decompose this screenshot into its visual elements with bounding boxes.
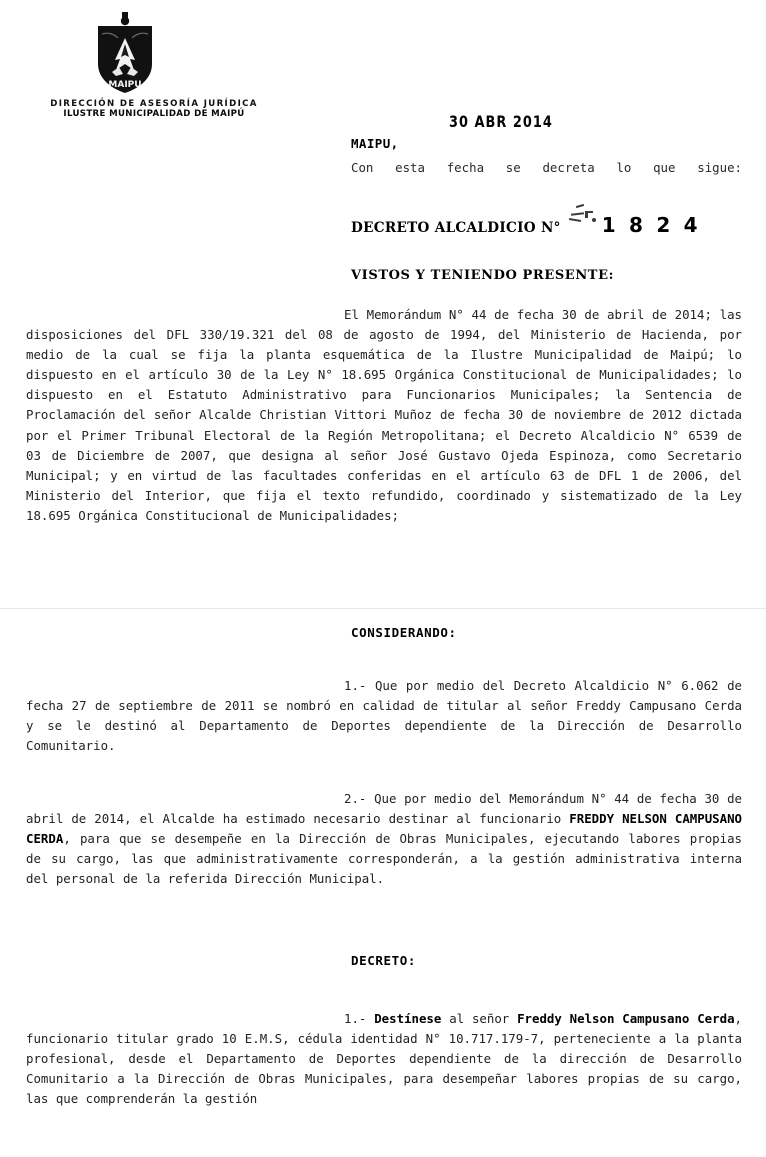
- considerando-item-1: [26, 676, 742, 756]
- crest-motto-text: MAIPU: [108, 80, 142, 90]
- municipality-name: ILUSTRE MUNICIPALIDAD DE MAIPÚ: [63, 109, 245, 120]
- section-divider: [0, 608, 766, 609]
- decreto-item-1-number: 1.-: [344, 1011, 375, 1026]
- section-heading-considerando: CONSIDERANDO:: [351, 625, 457, 640]
- date-stamp: 30 ABR 2014: [449, 112, 553, 132]
- considerando-item-1-text: 1.- Que por medio del Decreto Alcaldicio N° 6.062 de fecha 27 de septiembre de 2011 se nombró en calidad de titular al señor Freddy Campusano Cerda y se le destinó al Departamento de Deportes dependiente de la Dirección de Desarrollo Comunitario.: [26, 678, 742, 754]
- intro-text: Con esta fecha se decreta lo que sigue:: [351, 160, 742, 175]
- maipu-coat-of-arms-icon: [92, 12, 158, 98]
- intro-text-block: [351, 158, 742, 198]
- considerando-item-2-text-a: 2.- Que por medio del Memorándum N° 44 de fecha 30 de abril de 2014, el Alcalde ha estimado necesario destinar al funcionario: [26, 791, 742, 827]
- decree-number-row: [351, 212, 701, 237]
- decreto-item-1-mid: al señor: [441, 1011, 518, 1026]
- department-name: DIRECCIÓN DE ASESORÍA JURÍDICA: [50, 99, 258, 109]
- decreto-item-1: [26, 1009, 742, 1109]
- decreto-item-1-rest: , funcionario titular grado 10 E.M.S, cédula identidad N° 10.717.179-7, perteneciente a la planta profesional, desde el Departamento de Deportes dependiente de la dirección de Desarrollo Comunitario a la Dirección de Obras Municipales, para desempeñar labores propias de su cargo, las que comprenderán la gestión: [26, 1011, 742, 1107]
- section-heading-vistos: VISTOS Y TENIENDO PRESENTE:: [351, 268, 614, 283]
- decreto-item-1-employee-name: Freddy Nelson Campusano Cerda: [517, 1011, 735, 1026]
- considerando-item-2-text-b: , para que se desempeñe en la Dirección de Obras Municipales, ejecutando labores propias de su cargo, las que administrativamente corresponderán, a la gestión administrativa interna del personal de la referida Dirección Municipal.: [26, 831, 742, 887]
- decree-number-value: 1 8 2 4: [601, 213, 701, 237]
- section-heading-decreto: DECRETO:: [351, 953, 417, 968]
- vistos-paragraph: [26, 305, 742, 526]
- ink-stamp-smudge-icon: [566, 212, 600, 232]
- decreto-item-1-verb: Destínese: [374, 1011, 442, 1026]
- city-label: MAIPU,: [351, 136, 399, 151]
- organization-title-block: [34, 100, 274, 120]
- considerando-item-2-employee-name: FREDDY NELSON CAMPUSANO CERDA: [26, 811, 742, 847]
- vistos-body-text: El Memorándum N° 44 de fecha 30 de abril de 2014; las disposiciones del DFL 330/19.321 del 08 de agosto de 1994, del Ministerio de Hacienda, por medio de la cual se fija la planta esquemática de la Ilustre Municipalidad de Maipú; lo dispuesto en el artículo 30 de la Ley N° 18.695 Orgánica Constitucional de Municipalidades; lo dispuesto en el Estatuto Administrativo para Funcionarios Municipales; la Sentencia de Proclamación del señor Alcalde Christian Vittori Muñoz de fecha 30 de noviembre de 2012 dictada por el Primer Tribunal Electoral de la Región Metropolitana; el Decreto Alcaldicio N° 6539 de 03 de Diciembre de 2007, que designa al señor José Gustavo Ojeda Espinoza, como Secretario Municipal; y en virtud de las facultades conferidas en el artículo 63 de DFL 1 de 2006, del Ministerio del Interior, que fija el texto refundido, coordinado y sistematizado de la Ley 18.695 Orgánica Constitucional de Municipalidades;: [26, 307, 742, 523]
- decree-number-label: DECRETO ALCALDICIO N°: [351, 220, 561, 236]
- considerando-item-2: [26, 789, 742, 889]
